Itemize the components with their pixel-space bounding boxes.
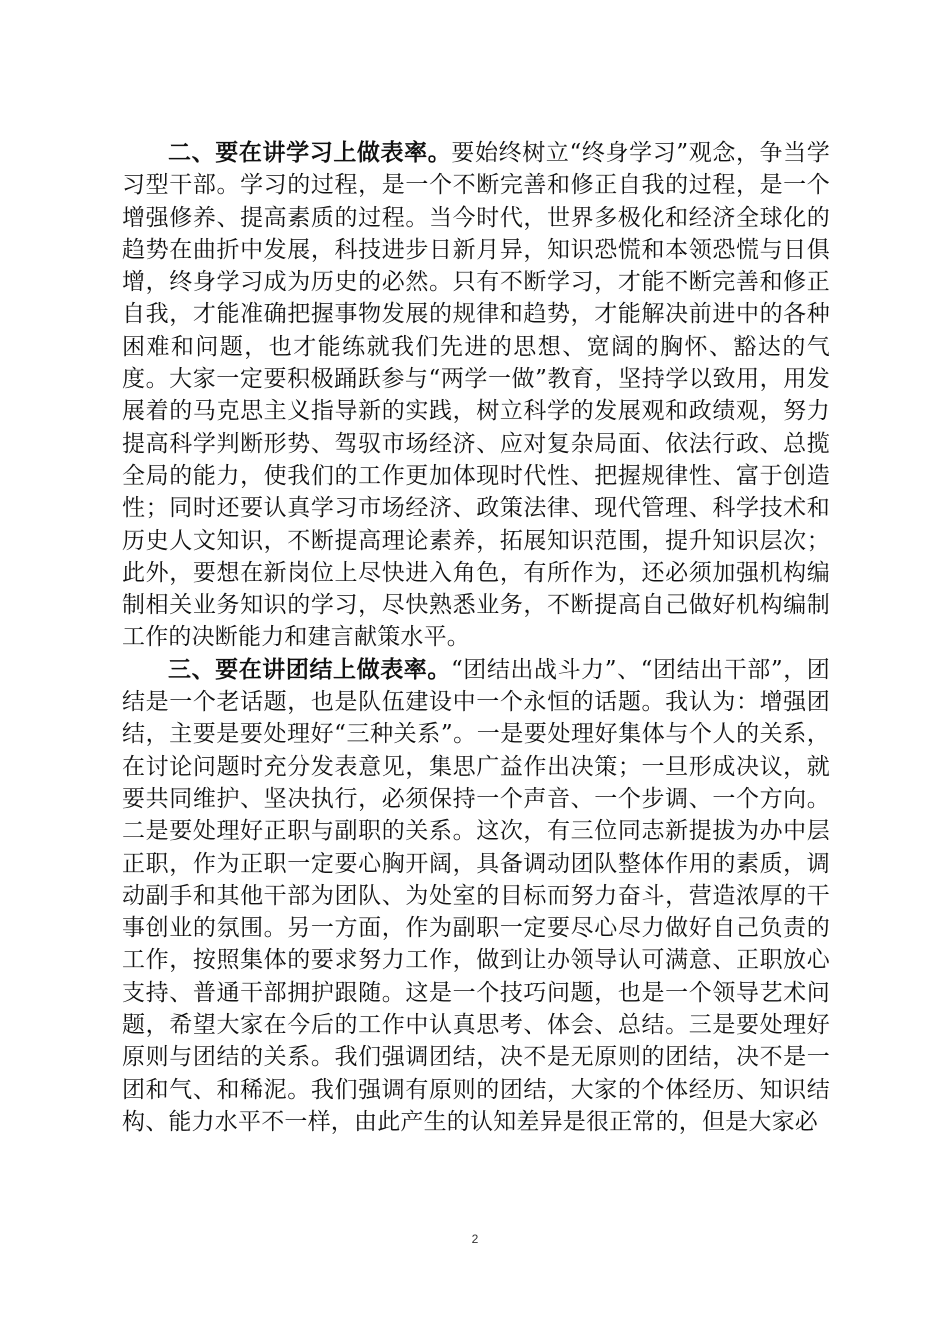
body-text	[122, 137, 830, 1138]
paragraph-text-unity: “团结出战斗力”、“团结出干部”，团结是一个老话题，也是队伍建设中一个永恒的话题。我认为：增强团结，主要是要处理好“三种关系”。一是要处理好集体与个人的关系，在讨论问题时充分发表意见，集思广益作出决策；一旦形成决议，就要共同维护、坚决执行，必须保持一个声音、一个步调、一个方向。二是要处理好正职与副职的关系。这次，有三位同志新提拔为办中层正职，作为正职一定要心胸开阔，具备调动团队整体作用的素质，调动副手和其他干部为团队、为处室的目标而努力奋斗，营造浓厚的干事创业的氛围。另一方面，作为副职一定要尽心尽力做好自己负责的工作，按照集体的要求努力工作，做到让办领导认可满意、正职放心支持、普通干部拥护跟随。这是一个技巧问题，也是一个领导艺术问题，希望大家在今后的工作中认真思考、体会、总结。三是要处理好原则与团结的关系。我们强调团结，决不是无原则的团结，决不是一团和气、和稀泥。我们强调有原则的团结，大家的个体经历、知识结构、能力水平不一样，由此产生的认知差异是很正常的，但是大家必	[122, 656, 830, 1135]
page-number: 2	[471, 1232, 479, 1246]
section-heading-unity: 三、要在讲团结上做表率。	[168, 655, 451, 683]
paragraph-study	[122, 137, 830, 654]
paragraph-text-study: 要始终树立“终身学习”观念，争当学习型干部。学习的过程，是一个不断完善和修正自我的过程，是一个增强修养、提高素质的过程。当今时代，世界多极化和经济全球化的趋势在曲折中发展，科技进步日新月异，知识恐慌和本领恐慌与日俱增，终身学习成为历史的必然。只有不断学习，才能不断完善和修正自我，才能准确把握事物发展的规律和趋势，才能解决前进中的各种困难和问题，也才能练就我们先进的思想、宽阔的胸怀、豁达的气度。大家一定要积极踊跃参与“两学一做”教育，坚持学以致用，用发展着的马克思主义指导新的实践，树立科学的发展观和政绩观，努力提高科学判断形势、驾驭市场经济、应对复杂局面、依法行政、总揽全局的能力，使我们的工作更加体现时代性、把握规律性、富于创造性；同时还要认真学习市场经济、政策法律、现代管理、科学技术和历史人文知识，不断提高理论素养，拓展知识范围，提升知识层次；此外，要想在新岗位上尽快进入角色，有所作为，还必须加强机构编制相关业务知识的学习，尽快熟悉业务，不断提高自己做好机构编制工作的决断能力和建言献策水平。	[122, 140, 830, 651]
section-heading-study: 二、要在讲学习上做表率。	[168, 139, 452, 166]
paragraph-unity	[122, 654, 830, 1138]
